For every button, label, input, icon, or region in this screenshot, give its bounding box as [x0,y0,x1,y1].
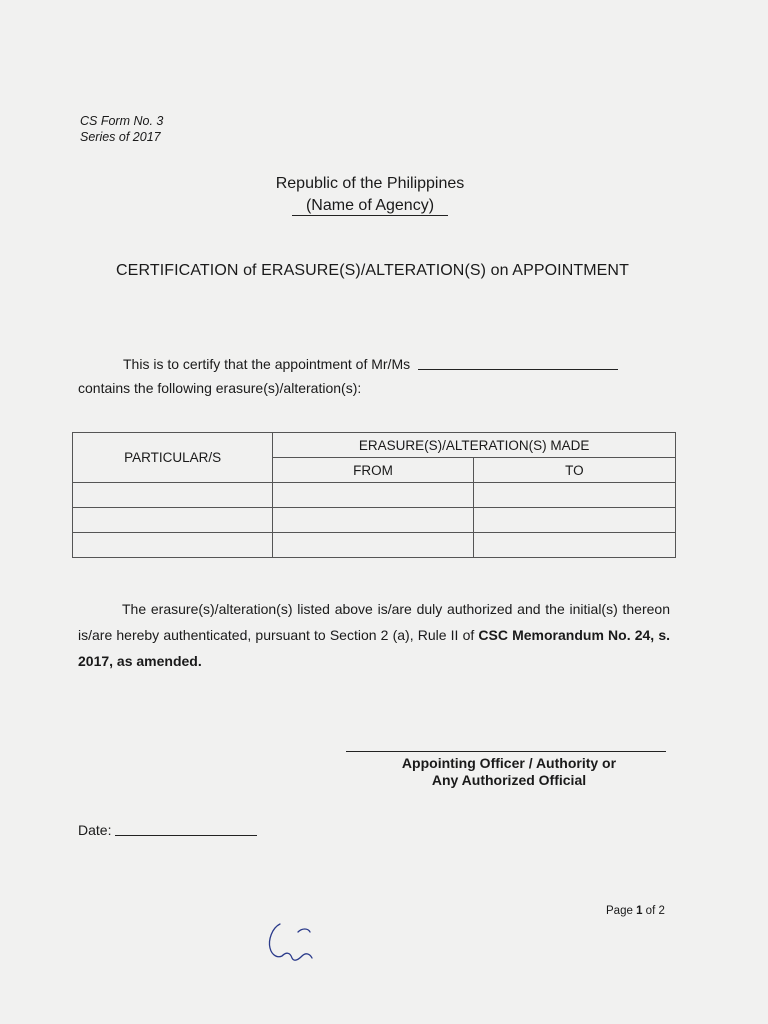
signatory-title-line1: Appointing Officer / Authority or [401,755,617,771]
page-total: 2 [658,905,665,917]
alterations-table [72,432,676,558]
to-header: TO [473,458,675,483]
appointee-name-field[interactable] [418,369,618,370]
handwritten-initials [262,918,322,968]
signatory-title-line2: Any Authorized Official [431,772,587,788]
from-header: FROM [273,458,473,483]
republic-heading: Republic of the Philippines [275,175,465,192]
memorandum-reference: CSC Memorandum No. 24, s. 2017, as amended. [78,627,670,669]
particular-cell[interactable] [73,533,273,558]
from-cell[interactable] [273,483,473,508]
agency-name: (Name of Agency) [292,197,448,216]
contains-line: contains the following erasure(s)/alteration(s): [78,380,362,396]
page-number [606,905,665,917]
table-row [73,483,676,508]
table-row [73,508,676,533]
agency-heading [0,197,740,216]
page-of: of [645,905,656,917]
particular-cell[interactable] [73,483,273,508]
from-cell[interactable] [273,508,473,533]
certify-text: This is to certify that the appointment of Mr/Ms [123,356,411,372]
page-prefix: Page [606,905,633,917]
paragraph-text: The erasure(s)/alteration(s) listed above is/are duly authorized and the initial(s) thereon is/are hereby authenticated, pursuant to Section 2 (a), Rule II of [78,601,670,643]
page-current: 1 [636,905,643,917]
particular-cell[interactable] [73,508,273,533]
date-label: Date: [78,822,112,838]
certify-line [123,356,618,372]
alterations-made-header: ERASURE(S)/ALTERATION(S) MADE [273,433,676,458]
form-series: Series of 2017 [80,130,161,144]
date-field[interactable] [115,835,257,836]
from-cell[interactable] [273,533,473,558]
form-number-block [80,113,163,145]
certification-title: CERTIFICATION of ERASURE(S)/ALTERATION(S) on APPOINTMENT [116,262,629,279]
authentication-paragraph [78,596,670,674]
date-row [78,822,257,838]
to-cell[interactable] [473,533,675,558]
to-cell[interactable] [473,508,675,533]
signature-line[interactable] [346,751,666,752]
particulars-header: PARTICULAR/S [73,433,273,483]
table-row [73,533,676,558]
to-cell[interactable] [473,483,675,508]
form-number: CS Form No. 3 [80,114,164,128]
